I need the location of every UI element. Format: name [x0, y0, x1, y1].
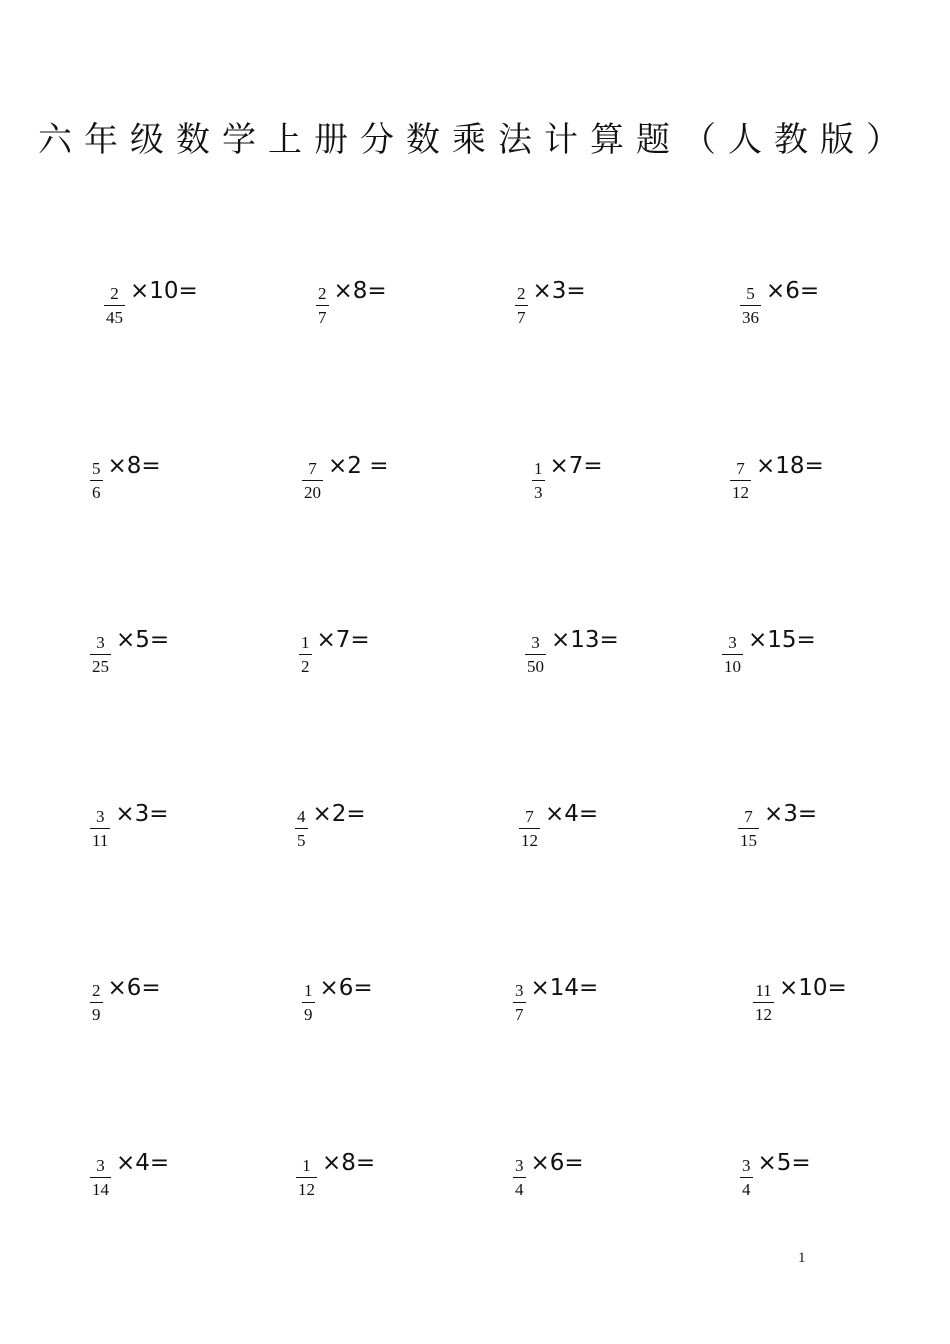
multiplication-expression: ×13= — [551, 627, 619, 653]
fraction-numerator: 1 — [304, 980, 313, 1000]
fraction-denominator: 7 — [517, 307, 526, 327]
fraction-numerator: 7 — [308, 458, 317, 478]
fraction-numerator: 3 — [96, 632, 105, 652]
problem-item — [302, 972, 373, 1032]
fraction-numerator: 7 — [525, 806, 534, 826]
fraction — [90, 460, 103, 501]
fraction-numerator: 3 — [531, 632, 540, 652]
multiplication-expression: ×8= — [322, 1150, 376, 1176]
fraction-numerator: 4 — [297, 806, 306, 826]
multiplication-expression: ×6= — [530, 1150, 584, 1176]
problem-item — [738, 798, 817, 858]
fraction — [90, 982, 103, 1023]
fraction-numerator: 1 — [534, 458, 543, 478]
problem-item — [513, 972, 598, 1032]
multiplication-expression: ×6= — [319, 975, 373, 1001]
fraction-denominator: 36 — [742, 307, 759, 327]
multiplication-expression: ×8= — [107, 453, 161, 479]
fraction-numerator: 2 — [318, 283, 327, 303]
fraction-denominator: 12 — [732, 482, 749, 502]
fraction — [513, 1157, 526, 1198]
problem-item — [513, 1147, 584, 1207]
fraction — [90, 634, 111, 675]
problem-item — [730, 450, 824, 510]
fraction-denominator: 4 — [515, 1179, 524, 1199]
problem-item — [740, 275, 819, 335]
fraction — [513, 982, 526, 1023]
fraction-numerator: 2 — [92, 980, 101, 1000]
fraction — [740, 285, 761, 326]
multiplication-expression: ×15= — [748, 627, 816, 653]
multiplication-expression: ×6= — [107, 975, 161, 1001]
fraction-numerator: 3 — [515, 980, 524, 1000]
problem-item — [722, 624, 816, 684]
fraction — [753, 982, 774, 1023]
problem-item — [299, 624, 370, 684]
fraction-denominator: 5 — [297, 830, 306, 850]
multiplication-expression: ×18= — [756, 453, 824, 479]
fraction-denominator: 11 — [92, 830, 109, 850]
fraction-numerator: 3 — [742, 1155, 751, 1175]
multiplication-expression: ×4= — [545, 801, 599, 827]
fraction-denominator: 12 — [521, 830, 538, 850]
problem-item — [519, 798, 598, 858]
fraction-numerator: 3 — [728, 632, 737, 652]
fraction — [519, 808, 540, 849]
problem-item — [104, 275, 198, 335]
fraction-numerator: 1 — [301, 632, 310, 652]
fraction-numerator: 3 — [96, 1155, 105, 1175]
fraction — [90, 1157, 111, 1198]
fraction-denominator: 20 — [304, 482, 321, 502]
fraction-numerator: 2 — [517, 283, 526, 303]
fraction-numerator: 7 — [736, 458, 745, 478]
fraction — [316, 285, 329, 326]
fraction-denominator: 14 — [92, 1179, 109, 1199]
fraction — [104, 285, 125, 326]
fraction-denominator: 7 — [318, 307, 327, 327]
fraction-denominator: 45 — [106, 307, 123, 327]
problem-item — [740, 1147, 811, 1207]
fraction-denominator: 15 — [740, 830, 757, 850]
fraction — [730, 460, 751, 501]
multiplication-expression: ×14= — [530, 975, 599, 1001]
multiplication-expression: ×3= — [532, 278, 586, 304]
fraction-denominator: 25 — [92, 656, 109, 676]
fraction-denominator: 50 — [527, 656, 544, 676]
multiplication-expression: ×2 = — [328, 453, 389, 479]
multiplication-expression: ×2= — [312, 801, 366, 827]
fraction — [515, 285, 528, 326]
fraction — [295, 808, 308, 849]
fraction-denominator: 4 — [742, 1179, 751, 1199]
fraction — [302, 982, 315, 1023]
multiplication-expression: ×7= — [316, 627, 370, 653]
fraction-denominator: 12 — [298, 1179, 315, 1199]
problem-item — [90, 798, 169, 858]
multiplication-expression: ×10= — [130, 278, 198, 304]
fraction — [722, 634, 743, 675]
problem-item — [90, 1147, 169, 1207]
multiplication-expression: ×3= — [115, 801, 169, 827]
problem-item — [90, 450, 161, 510]
fraction — [525, 634, 546, 675]
fraction-denominator: 10 — [724, 656, 741, 676]
fraction — [299, 634, 312, 675]
fraction-numerator: 2 — [110, 283, 119, 303]
fraction — [532, 460, 545, 501]
multiplication-expression: ×4= — [116, 1150, 170, 1176]
fraction — [738, 808, 759, 849]
problem-item — [515, 275, 586, 335]
fraction-numerator: 3 — [95, 806, 105, 826]
fraction-numerator: 1 — [302, 1155, 311, 1175]
fraction-denominator: 7 — [515, 1004, 524, 1024]
fraction-denominator: 12 — [755, 1004, 772, 1024]
problem-item — [753, 972, 847, 1032]
fraction — [90, 808, 110, 849]
multiplication-expression: ×6= — [766, 278, 820, 304]
fraction — [302, 460, 323, 501]
fraction-denominator: 9 — [304, 1004, 313, 1024]
fraction-denominator: 6 — [92, 482, 101, 502]
fraction-numerator: 11 — [755, 980, 772, 1000]
multiplication-expression: ×3= — [764, 801, 818, 827]
problem-item — [90, 624, 169, 684]
fraction-numerator: 3 — [515, 1155, 524, 1175]
multiplication-expression: ×10= — [779, 975, 847, 1001]
fraction-numerator: 5 — [92, 458, 101, 478]
problem-item — [525, 624, 619, 684]
problem-item — [295, 798, 366, 858]
fraction — [296, 1157, 317, 1198]
fraction-numerator: 7 — [744, 806, 753, 826]
fraction-numerator: 5 — [746, 283, 755, 303]
fraction-denominator: 3 — [534, 482, 543, 502]
page-number: 1 — [798, 1250, 806, 1266]
multiplication-expression: ×8= — [333, 278, 387, 304]
fraction-denominator: 9 — [92, 1004, 101, 1024]
multiplication-expression: ×5= — [116, 627, 170, 653]
problem-item — [302, 450, 389, 510]
problem-item — [316, 275, 387, 335]
fraction-denominator: 2 — [301, 656, 310, 676]
fraction — [740, 1157, 753, 1198]
multiplication-expression: ×7= — [549, 453, 603, 479]
problem-item — [532, 450, 603, 510]
problem-item — [90, 972, 161, 1032]
problem-item — [296, 1147, 375, 1207]
page-title: 六年级数学上册分数乘法计算题（人教版） — [38, 120, 912, 160]
multiplication-expression: ×5= — [757, 1150, 811, 1176]
